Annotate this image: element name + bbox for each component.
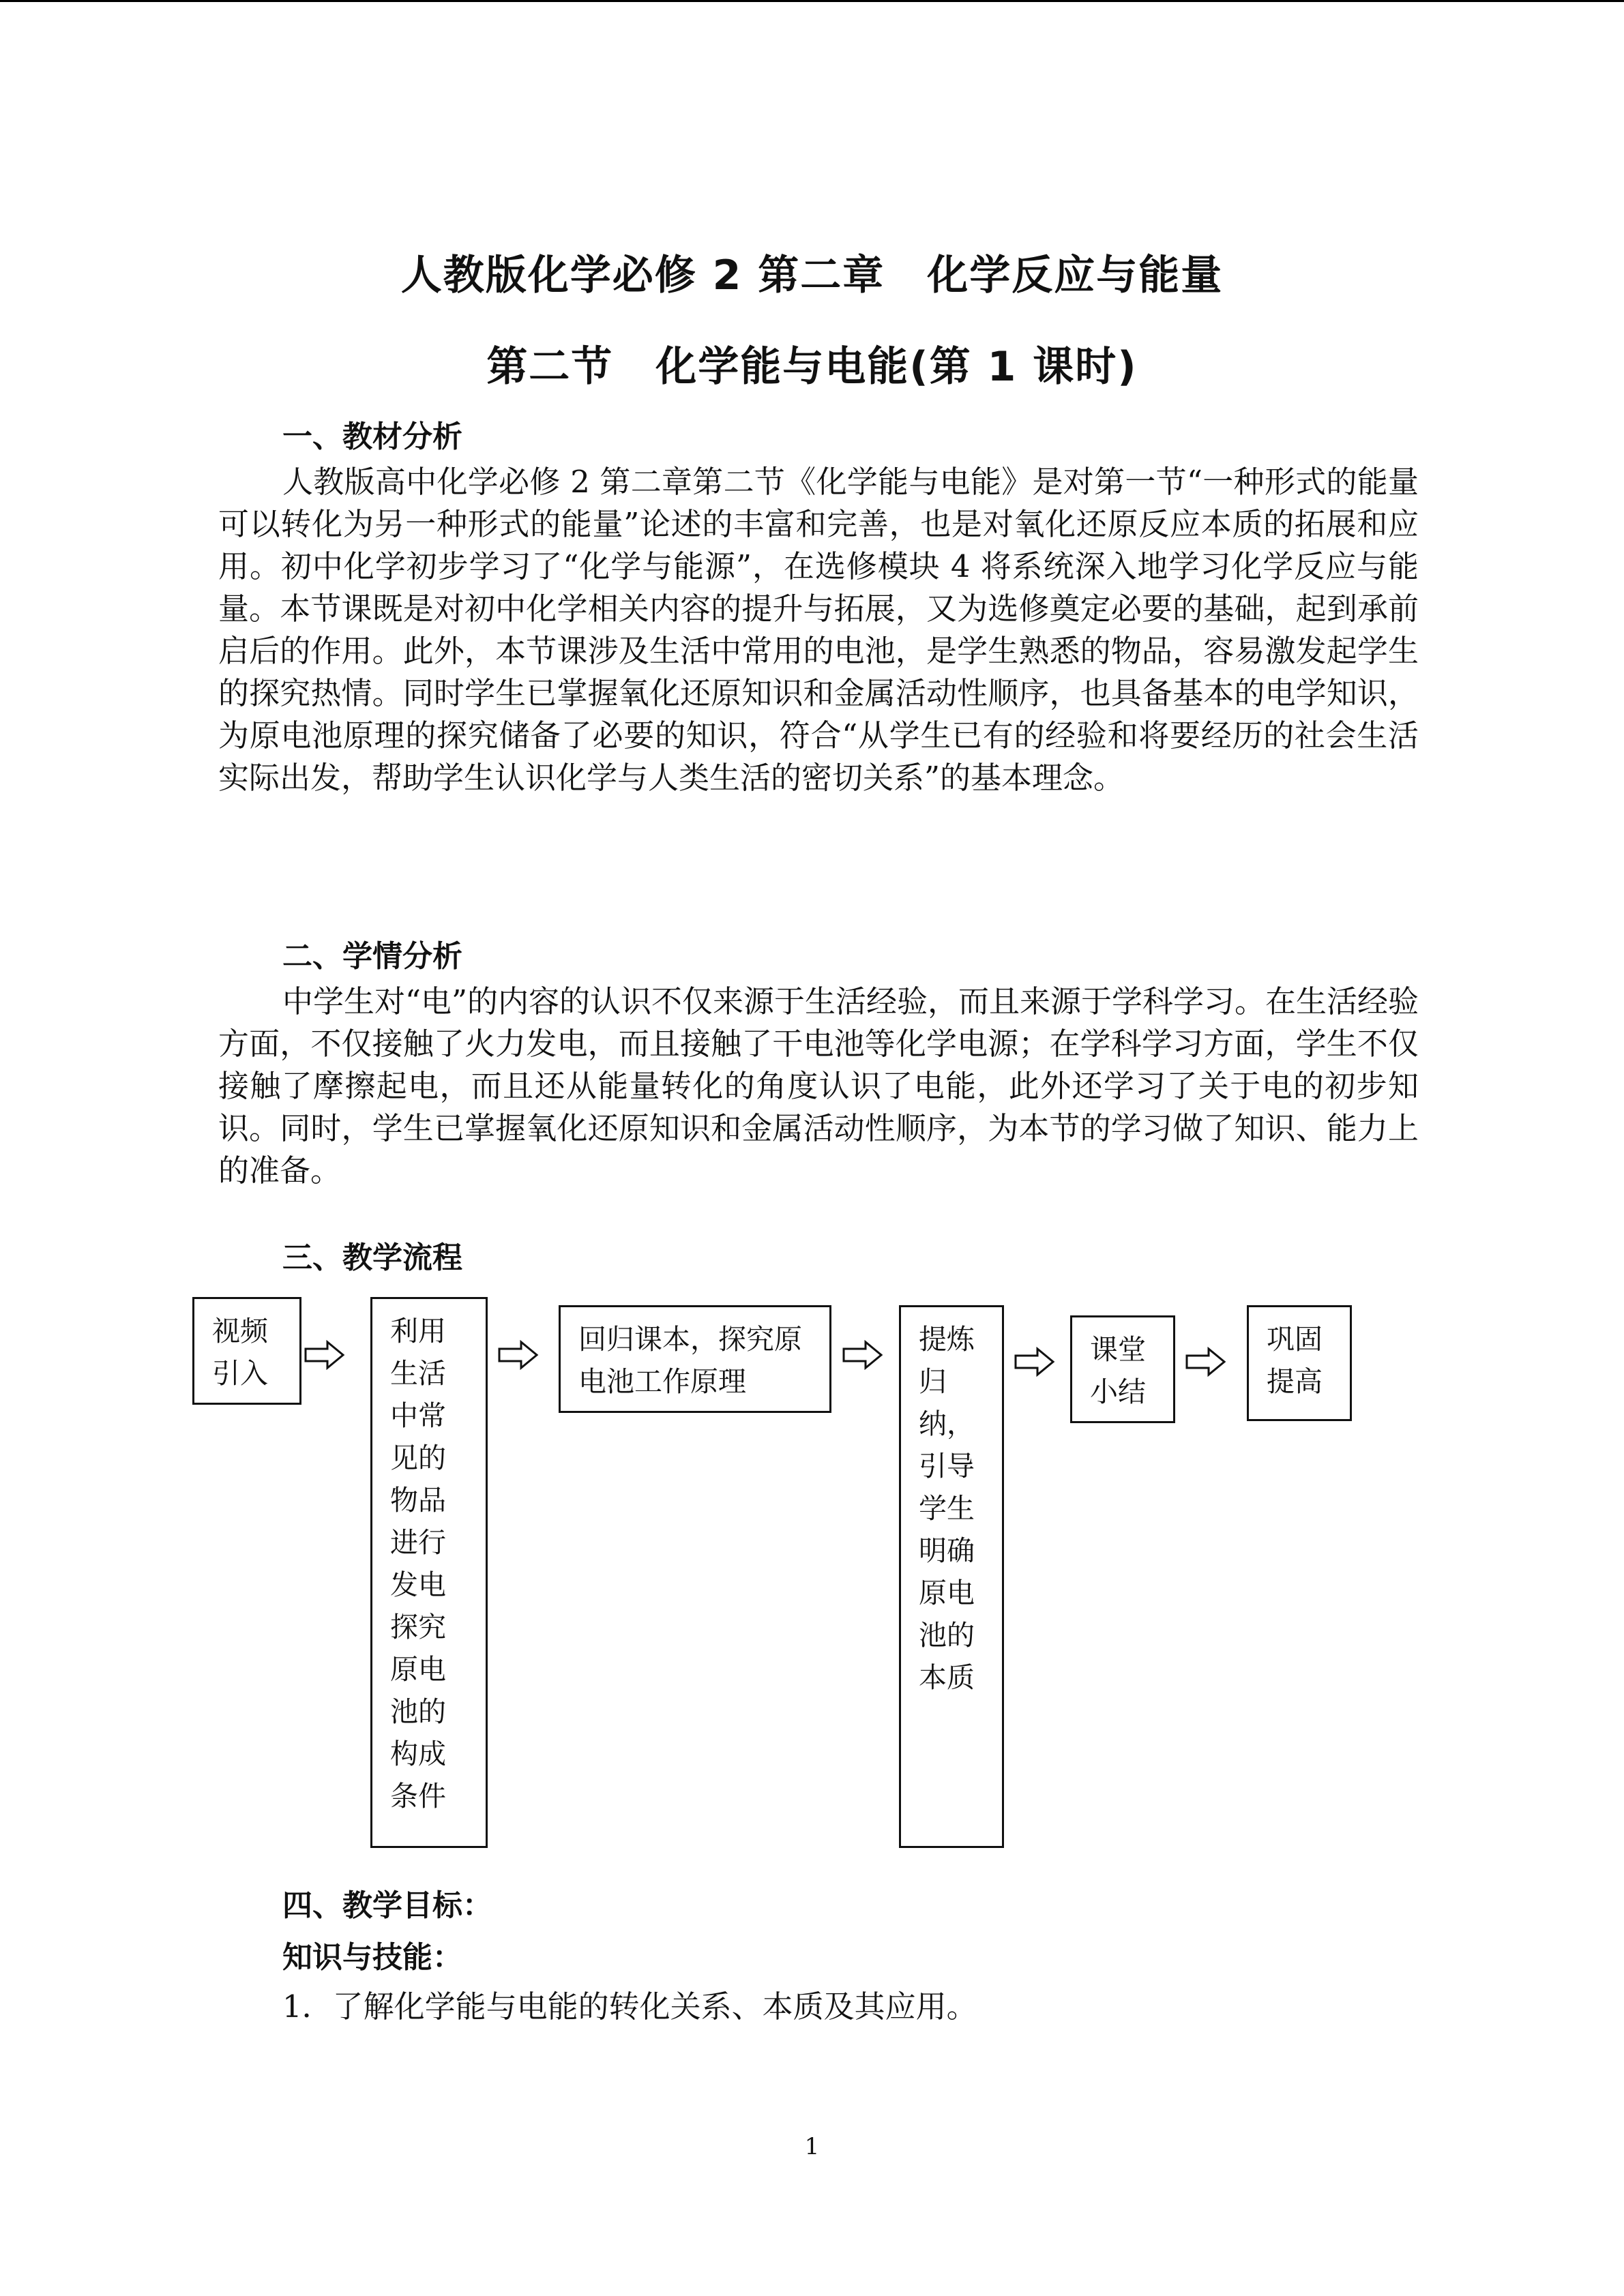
section-heading-teaching-process: 三、教学流程 [282, 1240, 462, 1275]
flow-step-explore-conditions: 利用生活中常见的物品进行发电探究原电池的构成条件 [370, 1297, 488, 1848]
arrow-right-icon [1185, 1347, 1226, 1377]
subheading-knowledge-skills: 知识与技能： [282, 1940, 462, 1975]
flow-step-working-principle: 回归课本，探究原电池工作原理 [559, 1305, 831, 1413]
sub-title: 第二节 化学能与电能(第 1 课时) [486, 343, 1138, 391]
section-heading-textbook-analysis: 一、教材分析 [282, 419, 462, 454]
arrow-right-icon [498, 1340, 539, 1370]
arrow-right-icon [842, 1340, 883, 1370]
section-heading-teaching-goals: 四、教学目标： [282, 1888, 492, 1923]
arrow-right-icon [304, 1340, 345, 1370]
flow-step-class-summary: 课堂小结 [1070, 1315, 1175, 1423]
arrow-right-icon [1014, 1347, 1055, 1377]
flow-step-summarize-essence: 提炼归纳，引导学生明确原电池的本质 [899, 1305, 1004, 1848]
main-title: 人教版化学必修 2 第二章 化学反应与能量 [400, 252, 1224, 299]
page-number: 1 [804, 2133, 820, 2160]
flow-step-video-intro: 视频引入 [192, 1297, 301, 1405]
top-border-line [0, 0, 1624, 2]
flow-step-consolidate: 巩固提高 [1247, 1305, 1352, 1421]
goal-item-1: 1．了解化学能与电能的转化关系、本质及其应用。 [282, 1988, 977, 2025]
paragraph-student-analysis: 中学生对“电”的内容的认识不仅来源于生活经验，而且来源于学科学习。在生活经验方面，不仅接触了火力发电，而且接触了干电池等化学电源；在学科学习方面，学生不仅接触了摩擦起电，而且还从能量转化的角度认识了电能，此外还学习了关于电的初步知识。同时，学生已掌握氧化还原知识和金属活动性顺序，为本节的学习做了知识、能力上的准备。 [218, 983, 1419, 1189]
section-heading-student-analysis: 二、学情分析 [282, 939, 462, 974]
paragraph-textbook-analysis: 人教版高中化学必修 2 第二章第二节《化学能与电能》是对第一节“一种形式的能量可以转化为另一种形式的能量”论述的丰富和完善，也是对氧化还原反应本质的拓展和应用。初中化学初步学习了“化学与能源”，在选修模块 4 将系统深入地学习化学反应与能量。本节课既是对初中化学相关内容的提升与拓展，又为选修奠定必要的基础，起到承前启后的作用。此外，本节课涉及生活中常用的电池，是学生熟悉的物品，容易激发起学生的探究热情。同时学生已掌握氧化还原知识和金属活动性顺序，也具备基本的电学知识，为原电池原理的探究储备了必要的知识，符合“从学生已有的经验和将要经历的社会生活实际出发，帮助学生认识化学与人类生活的密切关系”的基本理念。 [218, 464, 1419, 796]
